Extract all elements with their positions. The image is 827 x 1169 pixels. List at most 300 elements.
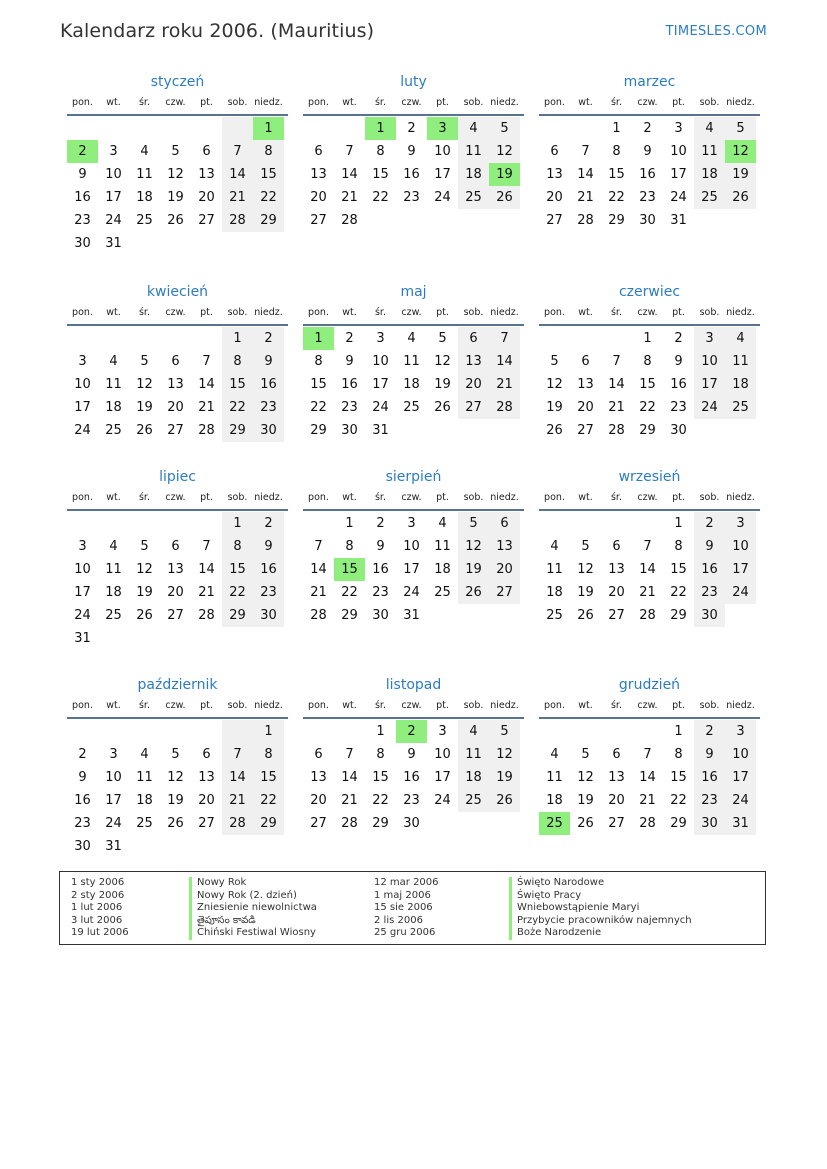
day-cell: 12 (167, 770, 184, 785)
day-cell: 31 (403, 608, 420, 623)
day-cell: 20 (310, 190, 327, 205)
month-name: lipiec (159, 469, 196, 485)
day-cell: 7 (643, 747, 652, 762)
weekday-label: pon. (308, 307, 329, 318)
legend-date: 1 lut 2006 (71, 902, 123, 914)
day-cell: 4 (140, 747, 149, 762)
day-cell: 11 (546, 770, 563, 785)
day-cell: 5 (140, 539, 149, 554)
day-cell: 25 (434, 585, 451, 600)
month-4 (303, 282, 524, 467)
day-cell: 2 (253, 327, 284, 350)
day-cell: 1 (345, 516, 354, 531)
day-cell: 26 (458, 581, 489, 604)
day-cell: 16 (694, 558, 725, 581)
weekday-label: pt. (672, 700, 685, 711)
day-cell: 10 (434, 144, 451, 159)
weekday-header (303, 304, 524, 326)
day-cell: 26 (489, 789, 520, 812)
empty-cell (160, 512, 191, 535)
empty-cell (539, 720, 570, 743)
day-cell: 24 (725, 789, 756, 812)
days-grid (303, 326, 524, 442)
weekday-label: pt. (200, 307, 213, 318)
day-cell: 27 (608, 608, 625, 623)
day-cell: 29 (372, 816, 389, 831)
empty-cell (191, 720, 222, 743)
brand-link[interactable]: TIMESLES.COM (665, 24, 767, 39)
day-cell: 23 (74, 213, 91, 228)
day-cell: 11 (694, 140, 725, 163)
day-cell: 16 (74, 190, 91, 205)
day-cell: 22 (639, 400, 656, 415)
day-cell: 11 (105, 377, 122, 392)
day-cell: 5 (458, 512, 489, 535)
day-cell: 19 (489, 766, 520, 789)
day-cell: 11 (403, 354, 420, 369)
day-cell: 3 (78, 354, 87, 369)
legend-date: 12 mar 2006 (374, 877, 439, 888)
empty-cell (129, 720, 160, 743)
day-cell: 10 (105, 770, 122, 785)
day-cell: 11 (434, 539, 451, 554)
day-cell: 9 (78, 770, 87, 785)
weekday-label: czw. (637, 492, 658, 503)
month-0 (67, 72, 288, 282)
day-cell: 24 (434, 190, 451, 205)
weekday-header (67, 489, 288, 511)
day-cell: 13 (310, 167, 327, 182)
weekday-label: niedz. (490, 307, 519, 318)
day-cell: 21 (489, 373, 520, 396)
day-cell: 1 (376, 724, 385, 739)
day-cell: 4 (140, 144, 149, 159)
day-cell: 24 (105, 816, 122, 831)
days-grid (539, 326, 760, 442)
day-cell: 26 (577, 816, 594, 831)
weekday-label: pt. (436, 97, 449, 108)
day-cell: 3 (109, 144, 118, 159)
day-cell: 2 (694, 720, 725, 743)
day-cell: 17 (74, 400, 91, 415)
day-cell: 13 (198, 167, 215, 182)
weekday-label: pt. (436, 492, 449, 503)
weekday-label: niedz. (726, 492, 755, 503)
day-cell: 20 (608, 793, 625, 808)
holiday-day: 1 (253, 117, 284, 140)
weekday-label: wt. (578, 97, 593, 108)
weekday-label: pon. (308, 700, 329, 711)
day-cell: 29 (341, 608, 358, 623)
weekday-label: niedz. (490, 700, 519, 711)
weekday-label: śr. (138, 307, 150, 318)
weekday-label: pon. (72, 700, 93, 711)
day-cell: 10 (403, 539, 420, 554)
day-cell: 6 (458, 327, 489, 350)
day-cell: 25 (694, 186, 725, 209)
legend-date: 15 sie 2006 (374, 902, 433, 914)
month-name: luty (400, 74, 427, 90)
empty-cell (160, 117, 191, 140)
weekday-label: sob. (227, 700, 248, 711)
legend-holiday-name: Chiński Festiwal Wiosny (189, 927, 317, 940)
day-cell: 15 (253, 163, 284, 186)
day-cell: 18 (546, 793, 563, 808)
empty-cell (98, 720, 129, 743)
day-cell: 27 (167, 423, 184, 438)
legend-holiday-name: Nowy Rok (2. dzień) (189, 890, 317, 903)
day-cell: 27 (310, 213, 327, 228)
weekday-label: pt. (436, 700, 449, 711)
day-cell: 4 (694, 117, 725, 140)
weekday-header (67, 697, 288, 719)
empty-cell (303, 117, 334, 140)
day-cell: 22 (253, 186, 284, 209)
holiday-day: 2 (396, 720, 427, 743)
day-cell: 28 (639, 816, 656, 831)
day-cell: 20 (489, 558, 520, 581)
day-cell: 24 (434, 793, 451, 808)
day-cell: 7 (202, 539, 211, 554)
day-cell: 12 (434, 354, 451, 369)
day-cell: 23 (639, 190, 656, 205)
weekday-label: pt. (200, 700, 213, 711)
day-cell: 30 (74, 839, 91, 854)
day-cell: 19 (725, 163, 756, 186)
day-cell: 24 (403, 585, 420, 600)
day-cell: 14 (639, 562, 656, 577)
empty-cell (601, 327, 632, 350)
weekday-label: sob. (463, 492, 484, 503)
day-cell: 30 (670, 423, 687, 438)
legend-date: 1 maj 2006 (374, 889, 431, 901)
month-name: grudzień (618, 677, 681, 693)
day-cell: 16 (403, 167, 420, 182)
day-cell: 5 (489, 720, 520, 743)
day-cell: 31 (105, 839, 122, 854)
weekday-header (303, 697, 524, 719)
weekday-label: sob. (227, 492, 248, 503)
day-cell: 30 (253, 604, 284, 627)
day-cell: 7 (489, 327, 520, 350)
day-cell: 31 (74, 631, 91, 646)
empty-cell (334, 117, 365, 140)
day-cell: 5 (725, 117, 756, 140)
day-cell: 14 (341, 770, 358, 785)
day-cell: 11 (136, 770, 153, 785)
weekday-label: wt. (106, 307, 121, 318)
days-grid (303, 719, 524, 835)
day-cell: 19 (577, 793, 594, 808)
day-cell: 30 (253, 419, 284, 442)
weekday-header (539, 697, 760, 719)
weekday-label: sob. (227, 307, 248, 318)
day-cell: 24 (670, 190, 687, 205)
day-cell: 7 (202, 354, 211, 369)
weekday-label: śr. (374, 700, 386, 711)
legend-left-dates (71, 877, 191, 940)
day-cell: 10 (74, 377, 91, 392)
day-cell: 21 (341, 793, 358, 808)
day-cell: 9 (407, 747, 416, 762)
month-10 (303, 675, 524, 875)
weekday-label: wt. (106, 97, 121, 108)
weekday-label: pon. (544, 700, 565, 711)
day-cell: 8 (314, 354, 323, 369)
month-2 (539, 72, 760, 282)
day-cell: 15 (253, 766, 284, 789)
day-cell: 13 (458, 350, 489, 373)
empty-cell (303, 512, 334, 535)
day-cell: 26 (434, 400, 451, 415)
day-cell: 23 (341, 400, 358, 415)
day-cell: 12 (136, 562, 153, 577)
day-cell: 21 (198, 585, 215, 600)
day-cell: 8 (674, 747, 683, 762)
day-cell: 20 (198, 793, 215, 808)
day-cell: 15 (639, 377, 656, 392)
day-cell: 18 (136, 190, 153, 205)
day-cell: 16 (341, 377, 358, 392)
weekday-label: niedz. (254, 700, 283, 711)
day-cell: 18 (403, 377, 420, 392)
weekday-label: niedz. (490, 97, 519, 108)
day-cell: 8 (376, 747, 385, 762)
month-1 (303, 72, 524, 282)
legend-date: 25 gru 2006 (374, 927, 436, 939)
weekday-label: wt. (342, 492, 357, 503)
day-cell: 3 (376, 331, 385, 346)
legend-date: 2 lis 2006 (374, 914, 423, 926)
day-cell: 28 (341, 213, 358, 228)
day-cell: 26 (136, 423, 153, 438)
day-cell: 19 (458, 558, 489, 581)
day-cell: 13 (577, 377, 594, 392)
day-cell: 25 (136, 816, 153, 831)
weekday-label: niedz. (726, 97, 755, 108)
day-cell: 20 (310, 793, 327, 808)
weekday-label: pt. (200, 492, 213, 503)
day-cell: 19 (167, 793, 184, 808)
day-cell: 9 (694, 743, 725, 766)
holiday-day: 25 (539, 812, 570, 835)
weekday-label: pt. (672, 97, 685, 108)
day-cell: 14 (608, 377, 625, 392)
day-cell: 8 (253, 140, 284, 163)
day-cell: 11 (725, 350, 756, 373)
empty-cell (334, 720, 365, 743)
day-cell: 27 (458, 396, 489, 419)
month-5 (539, 282, 760, 467)
legend-holiday-name: తైపూసం కావడి (189, 915, 317, 928)
day-cell: 3 (78, 539, 87, 554)
month-name: marzec (623, 74, 676, 90)
day-cell: 26 (489, 186, 520, 209)
day-cell: 3 (438, 724, 447, 739)
day-cell: 26 (546, 423, 563, 438)
day-cell: 1 (643, 331, 652, 346)
empty-cell (129, 117, 160, 140)
day-cell: 25 (546, 608, 563, 623)
day-cell: 10 (725, 535, 756, 558)
day-cell: 4 (550, 747, 559, 762)
holiday-day: 3 (427, 117, 458, 140)
day-cell: 14 (198, 562, 215, 577)
day-cell: 28 (310, 608, 327, 623)
empty-cell (570, 720, 601, 743)
day-cell: 28 (489, 396, 520, 419)
day-cell: 6 (612, 539, 621, 554)
month-9 (67, 675, 288, 875)
day-cell: 22 (222, 396, 253, 419)
day-cell: 2 (643, 121, 652, 136)
weekday-label: śr. (374, 492, 386, 503)
weekday-label: wt. (106, 700, 121, 711)
weekday-label: sob. (227, 97, 248, 108)
day-cell: 28 (222, 812, 253, 835)
day-cell: 10 (372, 354, 389, 369)
empty-cell (191, 327, 222, 350)
day-cell: 9 (253, 350, 284, 373)
month-3 (67, 282, 288, 467)
day-cell: 30 (639, 213, 656, 228)
month-name: kwiecień (146, 284, 209, 300)
day-cell: 7 (345, 144, 354, 159)
empty-cell (67, 117, 98, 140)
day-cell: 3 (109, 747, 118, 762)
day-cell: 25 (136, 213, 153, 228)
weekday-header (67, 304, 288, 326)
day-cell: 10 (434, 747, 451, 762)
day-cell: 25 (105, 608, 122, 623)
weekday-label: wt. (342, 307, 357, 318)
weekday-label: sob. (699, 700, 720, 711)
day-cell: 30 (694, 604, 725, 627)
day-cell: 17 (74, 585, 91, 600)
day-cell: 24 (694, 396, 725, 419)
weekday-label: niedz. (726, 700, 755, 711)
day-cell: 11 (546, 562, 563, 577)
day-cell: 14 (639, 770, 656, 785)
empty-cell (98, 327, 129, 350)
weekday-header (539, 489, 760, 511)
day-cell: 4 (550, 539, 559, 554)
day-cell: 12 (577, 562, 594, 577)
day-cell: 21 (198, 400, 215, 415)
day-cell: 2 (674, 331, 683, 346)
day-cell: 12 (167, 167, 184, 182)
days-grid (67, 326, 288, 442)
day-cell: 19 (167, 190, 184, 205)
day-cell: 12 (577, 770, 594, 785)
day-cell: 18 (458, 766, 489, 789)
day-cell: 1 (674, 516, 683, 531)
legend-holiday-name: Boże Narodzenie (509, 927, 692, 940)
day-cell: 27 (310, 816, 327, 831)
day-cell: 4 (407, 331, 416, 346)
day-cell: 2 (345, 331, 354, 346)
empty-cell (191, 512, 222, 535)
day-cell: 23 (74, 816, 91, 831)
day-cell: 18 (105, 585, 122, 600)
days-grid (539, 511, 760, 627)
day-cell: 12 (489, 140, 520, 163)
day-cell: 5 (140, 354, 149, 369)
days-grid (539, 116, 760, 232)
holiday-day: 19 (489, 163, 520, 186)
weekday-label: śr. (138, 492, 150, 503)
legend-right-dates (374, 877, 494, 940)
page-title: Kalendarz roku 2006. (Mauritius) (60, 20, 375, 42)
day-cell: 15 (608, 167, 625, 182)
days-grid (303, 511, 524, 627)
day-cell: 21 (310, 585, 327, 600)
weekday-label: sob. (463, 700, 484, 711)
weekday-label: pt. (436, 307, 449, 318)
day-cell: 8 (674, 539, 683, 554)
day-cell: 15 (310, 377, 327, 392)
weekday-label: śr. (138, 700, 150, 711)
day-cell: 7 (581, 144, 590, 159)
day-cell: 2 (253, 512, 284, 535)
legend-date: 19 lut 2006 (71, 927, 129, 939)
day-cell: 29 (253, 209, 284, 232)
day-cell: 7 (222, 743, 253, 766)
day-cell: 9 (78, 167, 87, 182)
day-cell: 28 (608, 423, 625, 438)
day-cell: 30 (341, 423, 358, 438)
day-cell: 6 (171, 539, 180, 554)
weekday-label: śr. (610, 700, 622, 711)
day-cell: 26 (725, 186, 756, 209)
weekday-label: sob. (463, 307, 484, 318)
weekday-label: sob. (699, 97, 720, 108)
day-cell: 19 (136, 585, 153, 600)
day-cell: 13 (546, 167, 563, 182)
day-cell: 6 (489, 512, 520, 535)
empty-cell (129, 512, 160, 535)
weekday-label: śr. (610, 97, 622, 108)
weekday-label: wt. (342, 97, 357, 108)
day-cell: 26 (167, 816, 184, 831)
empty-cell (160, 720, 191, 743)
day-cell: 2 (694, 512, 725, 535)
empty-cell (191, 117, 222, 140)
day-cell: 16 (694, 766, 725, 789)
day-cell: 22 (372, 793, 389, 808)
day-cell: 30 (74, 236, 91, 251)
day-cell: 16 (253, 558, 284, 581)
day-cell: 29 (222, 419, 253, 442)
day-cell: 13 (489, 535, 520, 558)
weekday-header (303, 489, 524, 511)
month-name: sierpień (385, 469, 442, 485)
legend-right-names (509, 877, 692, 940)
legend-left-names (189, 877, 317, 940)
legend-holiday-name: Zniesienie niewolnictwa (189, 902, 317, 915)
day-cell: 8 (612, 144, 621, 159)
day-cell: 14 (222, 163, 253, 186)
day-cell: 19 (434, 377, 451, 392)
day-cell: 25 (403, 400, 420, 415)
day-cell: 22 (670, 585, 687, 600)
day-cell: 10 (670, 144, 687, 159)
day-cell: 14 (310, 562, 327, 577)
day-cell: 5 (550, 354, 559, 369)
legend-date: 2 sty 2006 (71, 889, 125, 901)
day-cell: 24 (725, 581, 756, 604)
day-cell: 10 (694, 350, 725, 373)
